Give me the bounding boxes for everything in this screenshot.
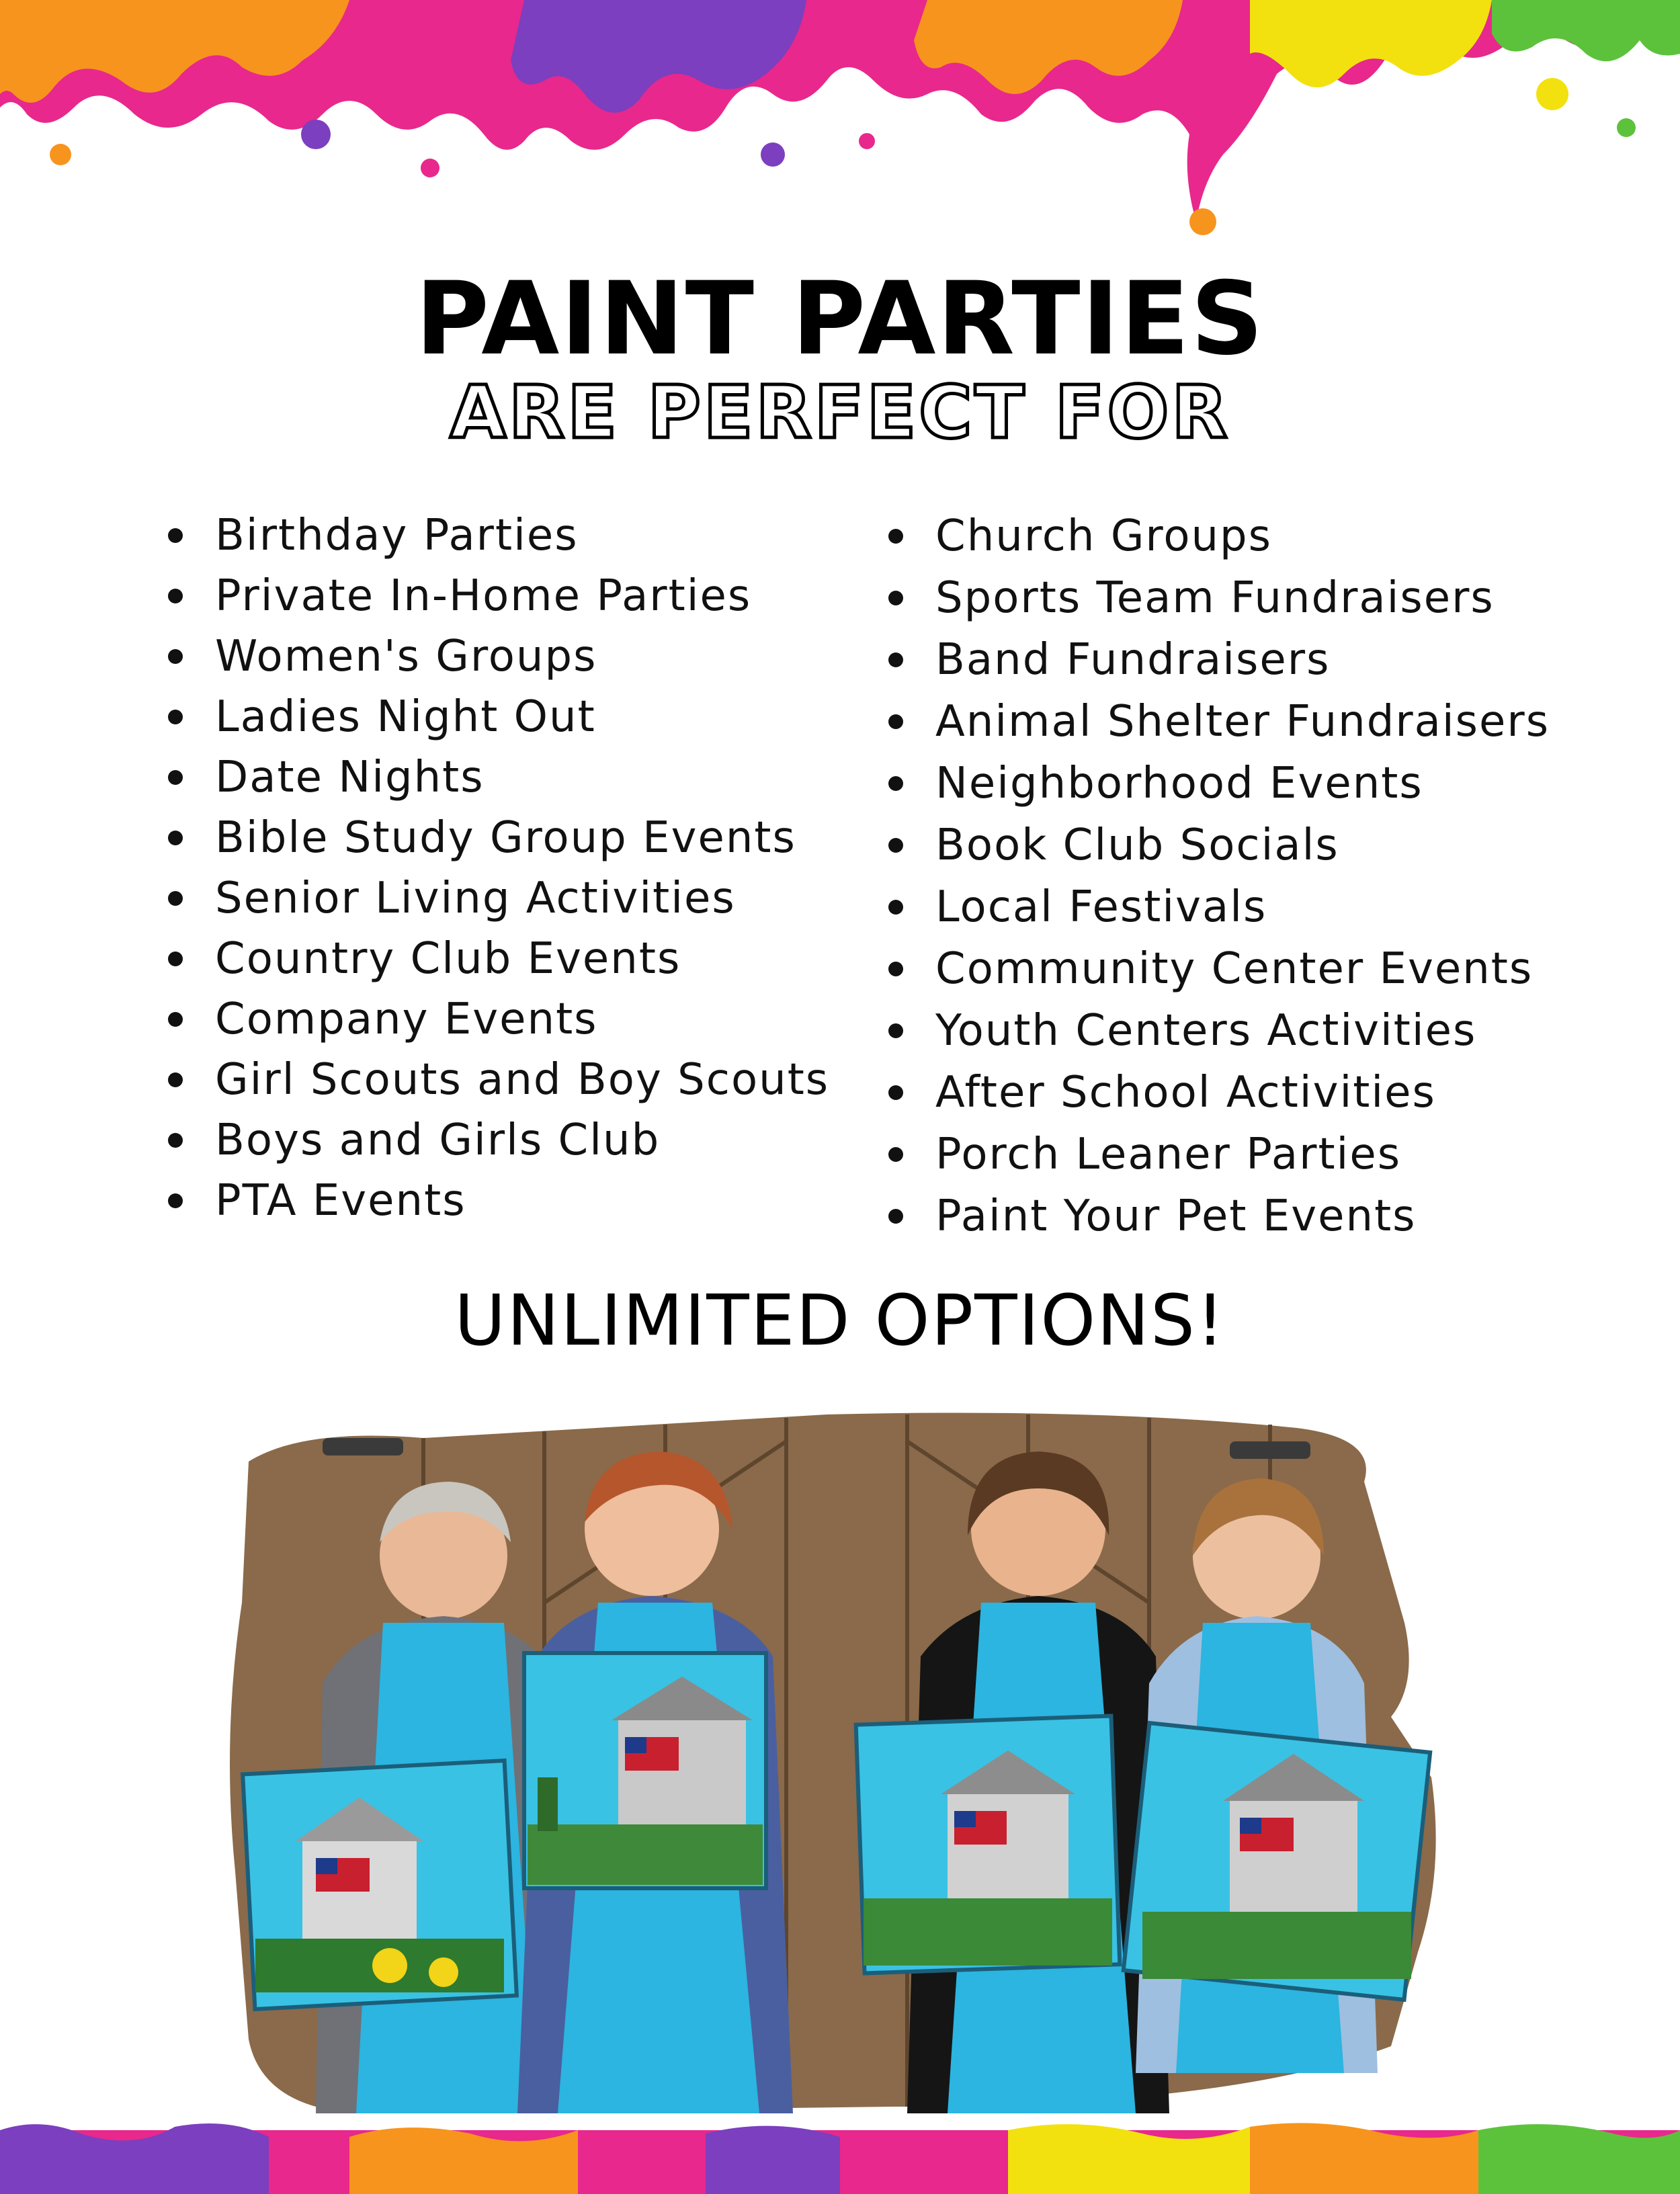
painting-1 (243, 1761, 517, 2009)
bullet-icon (888, 962, 903, 976)
bullet-icon (168, 952, 183, 966)
tagline: UNLIMITED OPTIONS! (454, 1279, 1226, 1361)
bullet-icon (888, 714, 903, 729)
list-item: Local Festivals (888, 876, 1648, 938)
list-item: Ladies Night Out (168, 687, 840, 747)
bullet-icon (168, 589, 183, 603)
bullet-icon (888, 1085, 903, 1100)
bullet-icon (168, 831, 183, 845)
page-subtitle: ARE PERFECT FOR (450, 371, 1230, 455)
bullet-icon (168, 528, 183, 543)
painting-3 (856, 1716, 1120, 1973)
bullet-icon (888, 591, 903, 605)
bullet-icon (168, 1133, 183, 1148)
list-item: Band Fundraisers (888, 629, 1648, 691)
bullet-icon (888, 1209, 903, 1224)
list-item: Animal Shelter Fundraisers (888, 691, 1648, 753)
list-item: Sports Team Fundraisers (888, 567, 1648, 629)
list-item: Boys and Girls Club (168, 1110, 840, 1171)
bullet-icon (888, 1023, 903, 1038)
bullet-icon (888, 900, 903, 915)
bullet-icon (888, 838, 903, 853)
bullet-icon (888, 529, 903, 544)
bullet-icon (888, 1147, 903, 1162)
bullet-icon (168, 770, 183, 785)
bullet-icon (168, 1193, 183, 1208)
paint-splash-footer (0, 2117, 1680, 2194)
list-item: Date Nights (168, 747, 840, 808)
list-item: Girl Scouts and Boy Scouts (168, 1050, 840, 1110)
list-item: Church Groups (888, 505, 1648, 567)
page-title: PAINT PARTIES (415, 261, 1265, 378)
event-list-right (888, 505, 1648, 1247)
bullet-icon (168, 891, 183, 906)
group-photo (222, 1401, 1499, 2120)
list-item: Community Center Events (888, 938, 1648, 1000)
list-item: Country Club Events (168, 929, 840, 989)
list-item: Bible Study Group Events (168, 808, 840, 868)
list-item: Women's Groups (168, 626, 840, 687)
bullet-icon (888, 652, 903, 667)
bullet-icon (168, 1072, 183, 1087)
list-item: Neighborhood Events (888, 753, 1648, 814)
painting-4 (1124, 1723, 1430, 2000)
list-item: Company Events (168, 989, 840, 1050)
list-item: Porch Leaner Parties (888, 1124, 1648, 1185)
event-list-left (168, 505, 840, 1231)
list-item: Book Club Socials (888, 814, 1648, 876)
list-item: After School Activities (888, 1062, 1648, 1124)
bullet-icon (168, 1012, 183, 1027)
list-item: Youth Centers Activities (888, 1000, 1648, 1062)
list-item: Paint Your Pet Events (888, 1185, 1648, 1247)
list-item: Senior Living Activities (168, 868, 840, 929)
paint-splash-header (0, 0, 1680, 242)
list-item: Private In-Home Parties (168, 566, 840, 626)
list-item: PTA Events (168, 1171, 840, 1231)
bullet-icon (168, 710, 183, 724)
painting-2 (524, 1653, 766, 1888)
list-item: Birthday Parties (168, 505, 840, 566)
bullet-icon (168, 649, 183, 664)
bullet-icon (888, 776, 903, 791)
